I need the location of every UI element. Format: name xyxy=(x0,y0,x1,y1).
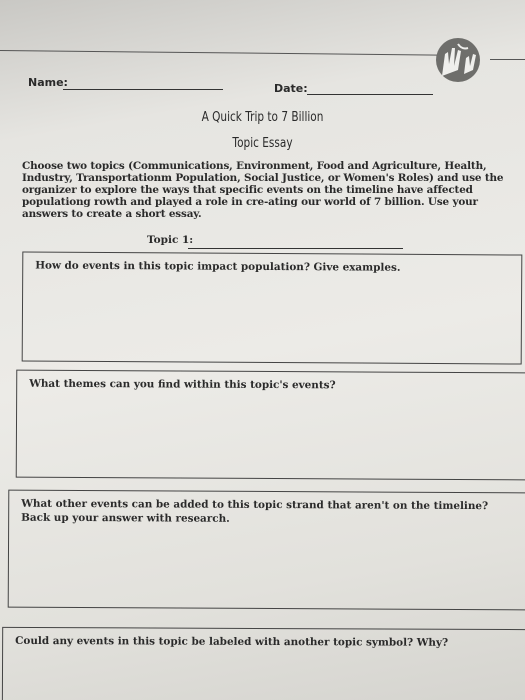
header-divider xyxy=(0,50,440,56)
question-box-3[interactable] xyxy=(8,490,525,611)
question-box-1[interactable] xyxy=(22,251,523,364)
question-text-2: What themes can you find within this topic's events? xyxy=(29,377,336,392)
date-label: Date: xyxy=(274,82,308,95)
question-box-4[interactable] xyxy=(2,627,525,700)
question-box-2[interactable] xyxy=(16,370,525,481)
hands-globe-icon xyxy=(428,36,488,84)
page-title: A Quick Trip to 7 Billion xyxy=(201,109,324,125)
question-text-3: What other events can be added to this topic strand that aren't on the timeline? Back up your answer with research. xyxy=(21,497,489,525)
header-divider-right xyxy=(490,59,525,60)
date-field[interactable] xyxy=(307,94,433,95)
question-text-4: Could any events in this topic be labeled with another topic symbol? Why? xyxy=(15,634,449,649)
topic-field[interactable] xyxy=(188,248,403,249)
name-field[interactable] xyxy=(63,89,223,90)
page-subtitle: Topic Essay xyxy=(232,135,293,151)
question-text-1: How do events in this topic impact population? Give examples. xyxy=(35,259,401,274)
instructions-text: Choose two topics (Communications, Environment, Food and Agriculture, Health, Industry, Transportationm Population, Social Justice, or Women's Roles) and use the organizer to explore the ways that specific events on the timeline have affected populationg rowth and played a role in cre-ating our world of 7 billion. Use your answers to create a short essay. xyxy=(22,160,504,220)
name-label: Name: xyxy=(28,76,68,89)
topic-label: Topic 1: xyxy=(147,234,194,246)
